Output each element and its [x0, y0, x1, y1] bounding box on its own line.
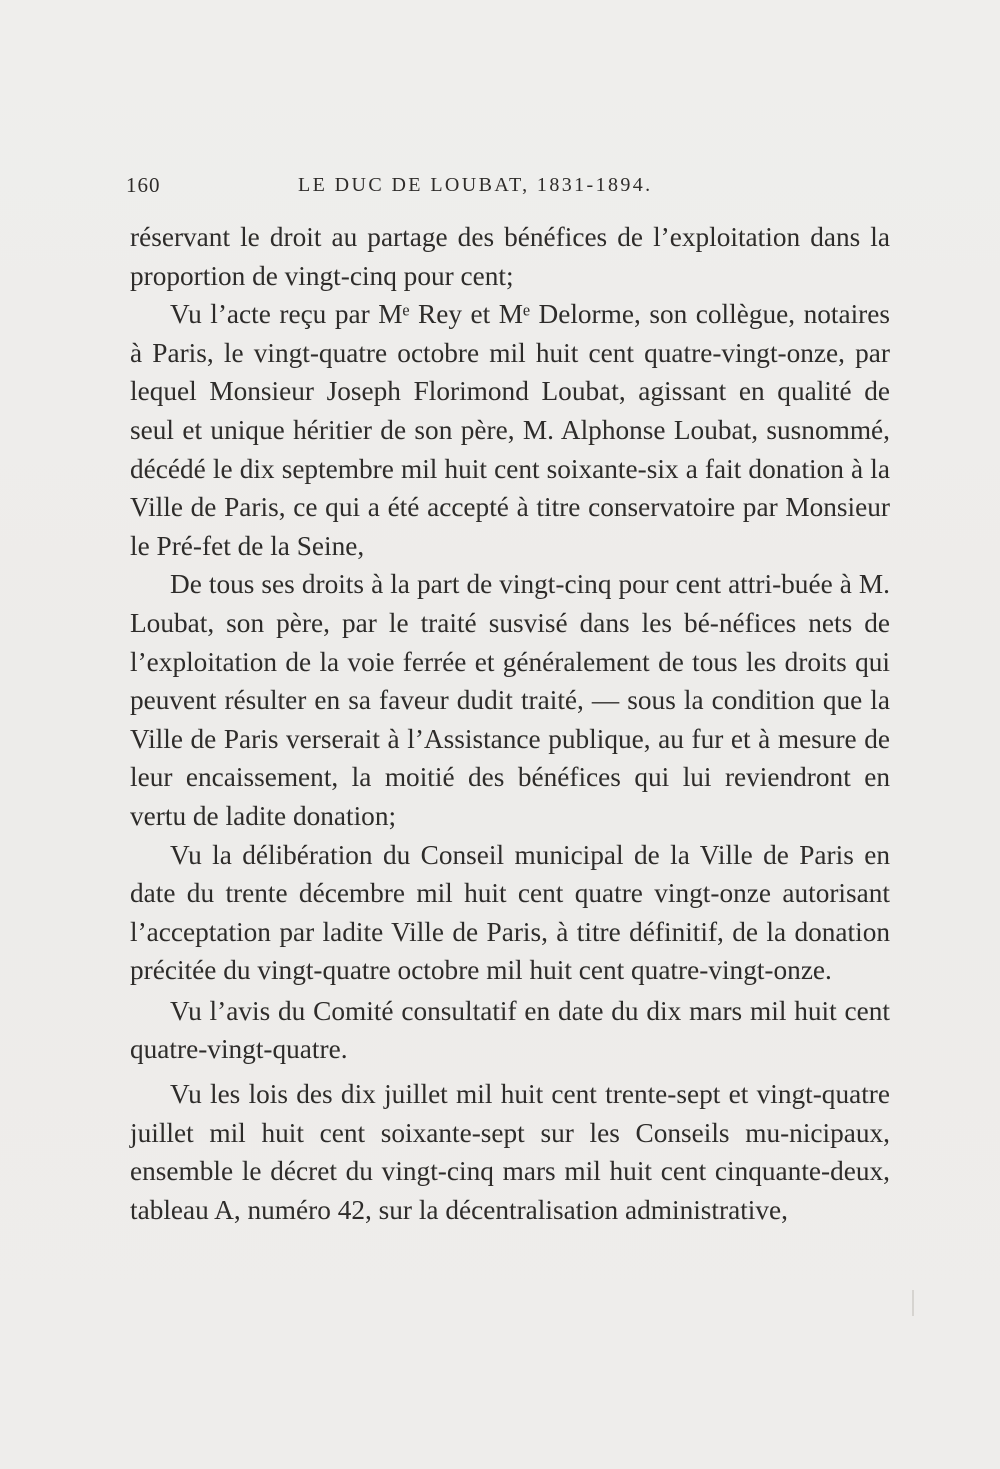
paragraph-avis: Vu l’avis du Comité consultatif en date du dix mars mil huit cent quatre-vingt-quatre. — [130, 995, 890, 1065]
body-text — [130, 218, 890, 1229]
paragraph-droits: De tous ses droits à la part de vingt-cinq pour cent attri-buée à M. Loubat, son père, par le traité susvisé dans les bé-néfices nets de l’exploitation de la voie ferrée et généralement de tous les droits qui peuvent résulter en sa faveur dudit traité, — sous la condition que la Ville de Paris verserait à l’Assistance publique, au fur et à mesure de leur encaissement, la moitié des bénéfices qui lui reviendront en vertu de ladite donation; — [130, 569, 890, 831]
paragraph-acte: Vu l’acte reçu par Mᵉ Rey et Mᵉ Delorme, son collègue, notaires à Paris, le vingt-quatre octobre mil huit cent quatre-vingt-onze, par lequel Monsieur Joseph Florimond Loubat, agissant en qualité de seul et unique héritier de son père, M. Alphonse Loubat, susnommé, décédé le dix septembre mil huit cent soixante-six a fait donation à la Ville de Paris, ce qui a été accepté à titre conservatoire par Monsieur le Pré-fet de la Seine, — [130, 299, 890, 561]
paragraph-continuation: réservant le droit au partage des bénéfices de l’exploitation dans la proportion de vingt-cinq pour cent; — [130, 222, 890, 291]
paragraph-lois: Vu les lois des dix juillet mil huit cent trente-sept et vingt-quatre juillet mil huit cent soixante-sept sur les Conseils mu-nicipaux, ensemble le décret du vingt-cinq mars mil huit cent cinquante-deux, tableau A, numéro 42, sur la décentralisation administrative, — [130, 1079, 890, 1225]
running-head — [126, 170, 890, 200]
margin-mark — [912, 1290, 914, 1316]
page-number: 160 — [126, 173, 161, 197]
paragraph-deliberation: Vu la délibération du Conseil municipal de la Ville de Paris en date du trente décembre mil huit cent quatre vingt-onze autorisant l’acceptation par ladite Ville de Paris, à titre définitif, de la donation précitée du vingt-quatre octobre mil huit cent quatre-vingt-onze. — [130, 839, 890, 986]
running-title: LE DUC DE LOUBAT, 1831-1894. — [298, 174, 653, 196]
